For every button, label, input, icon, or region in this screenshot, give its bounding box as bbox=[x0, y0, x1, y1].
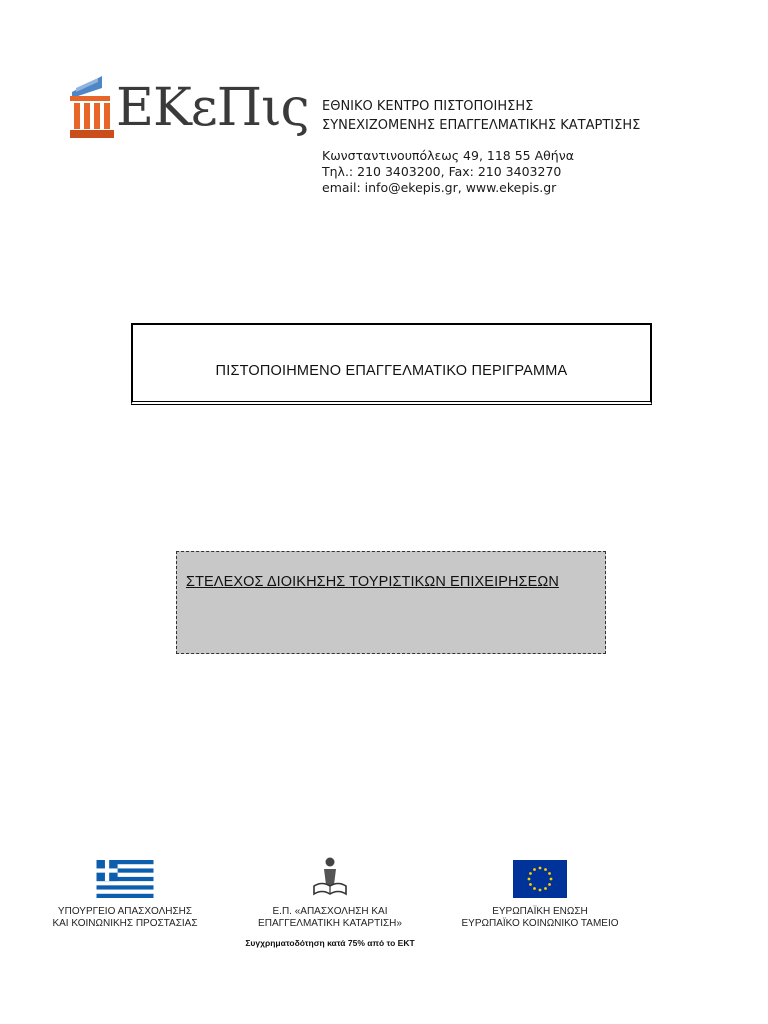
eu-flag-icon bbox=[513, 860, 567, 898]
org-name-line1: ΕΘΝΙΚΟ ΚΕΝΤΡΟ ΠΙΣΤΟΠΟΙΗΣΗΣ bbox=[322, 99, 534, 114]
job-title: ΣΤΕΛΕΧΟΣ ΔΙΟΙΚΗΣΗΣ ΤΟΥΡΙΣΤΙΚΩΝ ΕΠΙΧΕΙΡΗΣΕΩΝ bbox=[186, 574, 559, 590]
person-reading-book-icon bbox=[310, 856, 350, 898]
eu-star bbox=[544, 887, 547, 890]
ministry-line2: ΚΑΙ ΚΟΙΝΩΝΙΚΗΣ ΠΡΟΣΤΑΣΙΑΣ bbox=[52, 918, 198, 929]
eu-star bbox=[548, 872, 551, 875]
logo-wordmark: ΕΚεΠις bbox=[116, 78, 309, 138]
profile-title-box bbox=[131, 323, 652, 405]
eu-star bbox=[550, 878, 553, 881]
contact-info bbox=[322, 148, 574, 196]
org-name-line2: ΣΥΝΕΧΙΖΟΜΕΝΗΣ ΕΠΑΓΓΕΛΜΑΤΙΚΗΣ ΚΑΤΑΡΤΙΣΗΣ bbox=[322, 118, 641, 133]
email-web: email: info@ekepis.gr, www.ekepis.gr bbox=[322, 180, 557, 195]
ekepis-logo-icon bbox=[68, 72, 116, 140]
organization-name bbox=[322, 97, 640, 135]
greek-flag-icon bbox=[95, 860, 155, 898]
eu-logo-block bbox=[455, 860, 625, 930]
program-line2: ΕΠΑΓΓΕΛΜΑΤΙΚΗ ΚΑΤΑΡΤΙΣΗ» bbox=[258, 918, 402, 929]
profile-title: ΠΙΣΤΟΠΟΙΗΜΕΝΟ ΕΠΑΓΓΕΛΜΑΤΙΚΟ ΠΕΡΙΓΡΑΜΜΑ bbox=[215, 363, 568, 379]
eu-star bbox=[529, 872, 532, 875]
eu-line1: ΕΥΡΩΠΑΪΚΗ ΕΝΩΣΗ bbox=[492, 906, 588, 917]
address: Κωνσταντινουπόλεως 49, 118 55 Αθήνα bbox=[322, 148, 574, 163]
eu-star bbox=[548, 883, 551, 886]
program-line1: Ε.Π. «ΑΠΑΣΧΟΛΗΣΗ ΚΑΙ bbox=[272, 906, 388, 917]
eu-star bbox=[528, 878, 531, 881]
ministry-logo-block bbox=[40, 860, 210, 930]
eu-star bbox=[533, 868, 536, 871]
job-title-box bbox=[176, 551, 606, 654]
cofunding-note: Συγχρηματοδότηση κατά 75% από το ΕΚΤ bbox=[245, 938, 415, 948]
eu-star bbox=[529, 883, 532, 886]
eu-star bbox=[544, 868, 547, 871]
eu-star bbox=[533, 887, 536, 890]
ministry-line1: ΥΠΟΥΡΓΕΙΟ ΑΠΑΣΧΟΛΗΣΗΣ bbox=[57, 906, 193, 917]
program-logo-block bbox=[240, 856, 420, 930]
eu-line2: ΕΥΡΩΠΑΪΚΟ ΚΟΙΝΩΝΙΚΟ ΤΑΜΕΙΟ bbox=[461, 918, 619, 929]
phone-fax: Τηλ.: 210 3403200, Fax: 210 3403270 bbox=[322, 164, 562, 179]
eu-star bbox=[539, 867, 542, 870]
eu-star bbox=[539, 889, 542, 892]
